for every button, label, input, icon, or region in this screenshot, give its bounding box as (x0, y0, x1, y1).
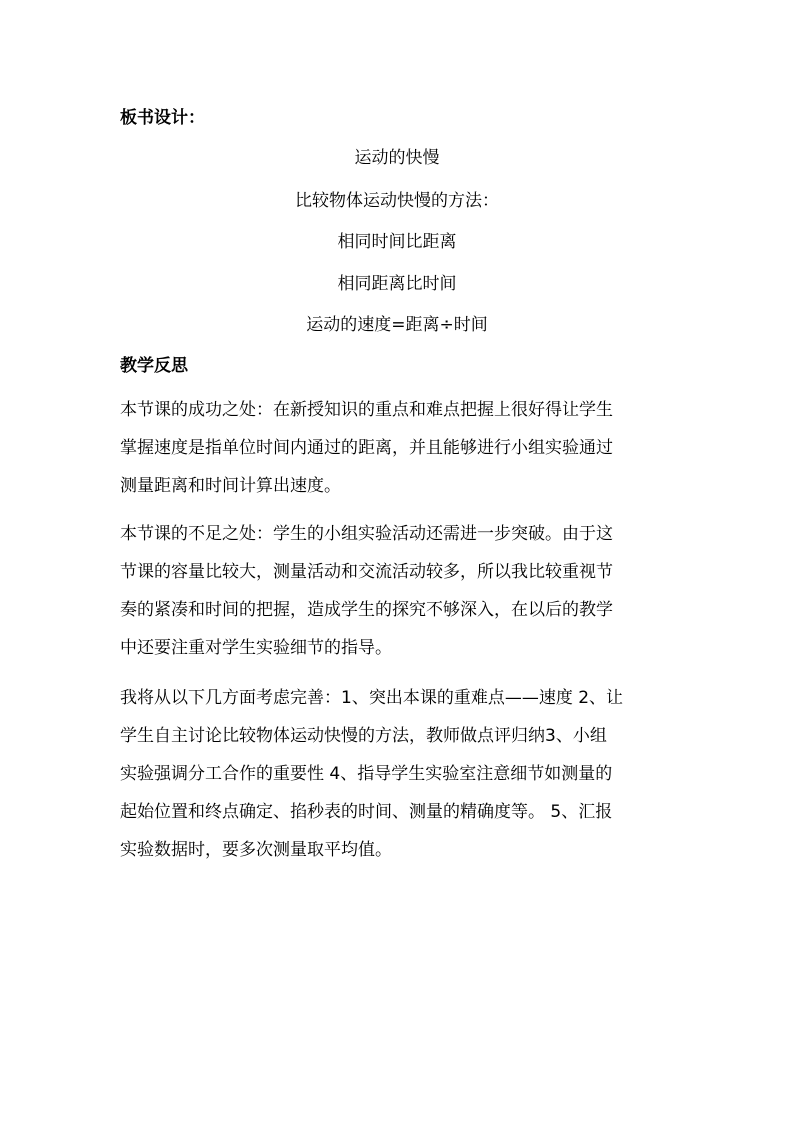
paragraph-line: 中还要注重对学生实验细节的指导。 (120, 638, 392, 658)
board-line-same-time: 相同时间比距离 (337, 232, 457, 252)
paragraph-line: 学生自主讨论比较物体运动快慢的方法，教师做点评归纳3、小组 (120, 726, 607, 746)
paragraph-line: 节课的容量比较大，测量活动和交流活动较多，所以我比较重视节 (120, 562, 613, 582)
reflection-improvement-paragraph (120, 686, 680, 876)
reflection-success-paragraph (120, 398, 680, 512)
paragraph-line: 起始位置和终点确定、掐秒表的时间、测量的精确度等。 5、汇报 (120, 802, 613, 822)
paragraph-line: 实验数据时，要多次测量取平均值。 (120, 840, 392, 860)
reflection-shortcoming-paragraph (120, 522, 680, 674)
paragraph-line: 本节课的成功之处：在新授知识的重点和难点把握上很好得让学生 (120, 400, 613, 420)
paragraph-line: 本节课的不足之处：学生的小组实验活动还需进一步突破。由于这 (120, 524, 613, 544)
board-design-heading: 板书设计： (120, 108, 205, 128)
board-line-speed-formula: 运动的速度=距离÷时间 (306, 315, 488, 335)
reflection-heading: 教学反思 (120, 356, 188, 376)
paragraph-line: 实验强调分工合作的重要性 4、指导学生实验室注意细节如测量的 (120, 764, 613, 784)
paragraph-line: 我将从以下几方面考虑完善：1、突出本课的重难点——速度 2、让 (120, 688, 624, 708)
board-line-title: 运动的快慢 (354, 148, 440, 168)
board-line-methods: 比较物体运动快慢的方法： (295, 191, 499, 211)
paragraph-line: 测量距离和时间计算出速度。 (120, 476, 341, 496)
board-line-same-distance: 相同距离比时间 (337, 274, 457, 294)
paragraph-line: 掌握速度是指单位时间内通过的距离，并且能够进行小组实验通过 (120, 438, 613, 458)
paragraph-line: 奏的紧凑和时间的把握，造成学生的探究不够深入，在以后的教学 (120, 600, 613, 620)
